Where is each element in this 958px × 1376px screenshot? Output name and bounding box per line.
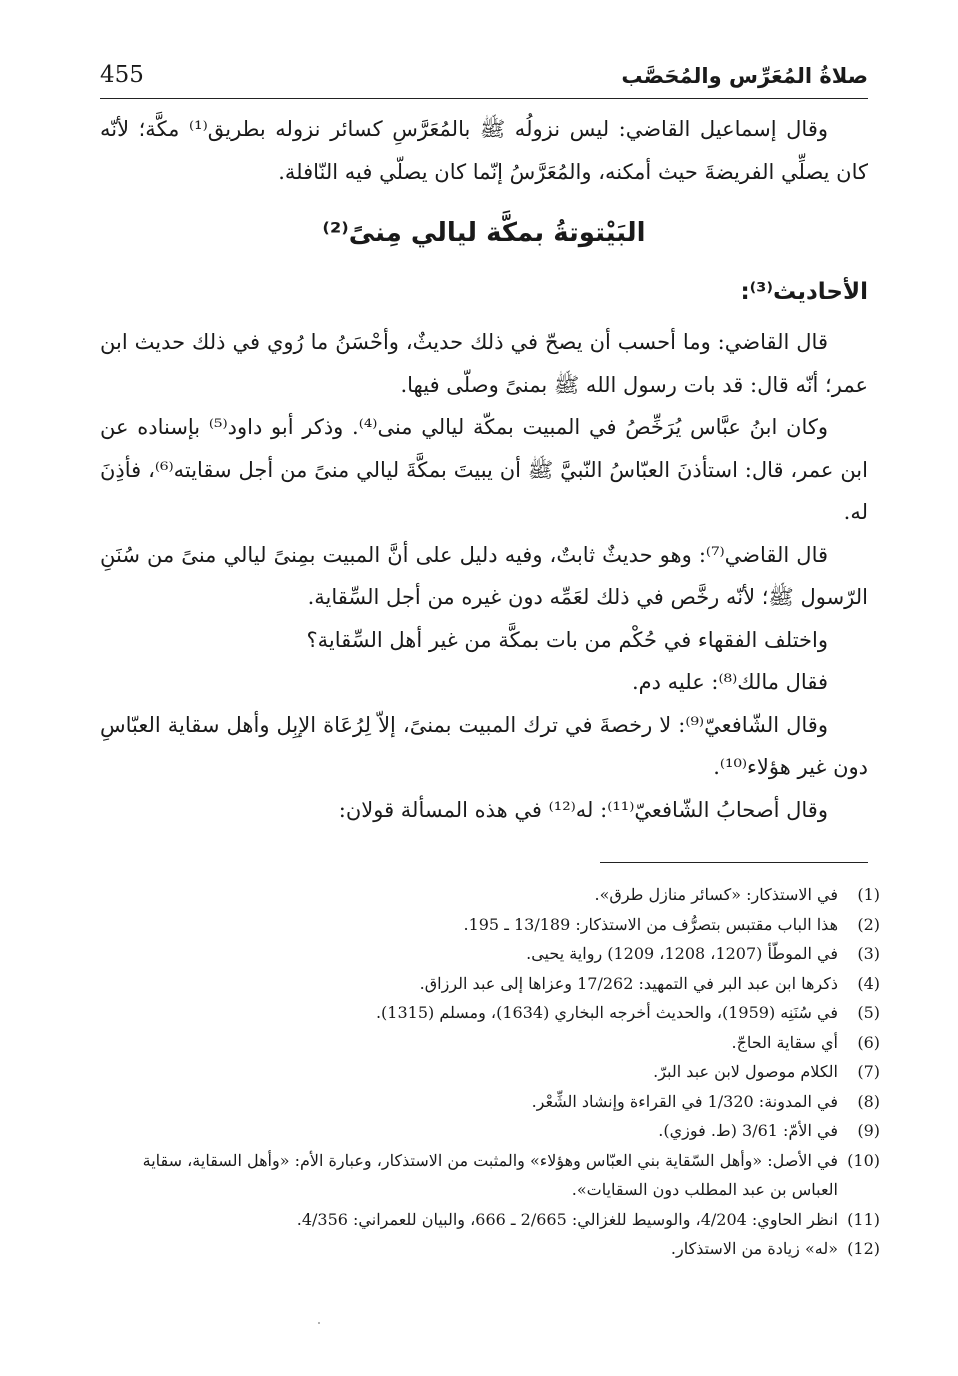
footnote-text: في الاستذكار: «كسائر منازل طرق». [594,885,838,904]
scan-speck [318,1322,320,1324]
footnote-number: (9) [857,1121,880,1140]
footnote-text: في سُنَنِه (1959)، والحديث أخرجه البخاري (1634)، ومسلم (1315). [375,1003,838,1022]
footnote-number: (12) [847,1239,880,1258]
paragraph-fuqaha-disagreement: واختلف الفقهاء في حُكْم من بات بمكَّة من غير أهل السِّقاية؟ [306,627,828,652]
footnote-number: (3) [857,944,880,963]
footnote-item [100,1205,880,1235]
running-title: صلاةُ المُعَرِّس والمُحَصَّب [621,64,868,88]
paragraph-ismail-qadi: وقال إسماعيل القاضي: ليس نزولُه ﷺ بالمُعَرَّسِ كسائر نزوله بطريق⁽¹⁾ مكَّة؛ لأنّه كان يصلِّي الفريضةَ حيث أمكنه، والمُعَرَّسُ إنّما كان يصلّي فيه النّافلة. [100,117,868,184]
paragraph-shafii: وقال الشّافعيّ⁽⁹⁾: لا رخصةَ في ترك المبيت بمنىً، إلاّ لِرُعَاة الإبِل وأهل سقاية العبّاسِ دون غير هؤلاء⁽¹⁰⁾. [100,712,868,779]
paragraph-hadith-thabit: قال القاضي⁽⁷⁾: وهو حديثٌ ثابتٌ، وفيه دليل على أنَّ المبيت بمِنىً ليالي منىً من سُنَنِ الرّسول ﷺ؛ لأنّه رخَّص في ذلك لعَمِّه دون غيره من أجل السِّقاية. [100,542,868,609]
footnote-item [100,1146,880,1205]
footnote-number: (10) [847,1150,880,1170]
paragraph-qadi-opinion: قال القاضي: وما أحسب أن يصحّ في ذلك حديثٌ، وأحْسَنُ ما رُوي في ذلك حديث ابن عمر؛ أنّه قال: قد بات رسول الله ﷺ بمنىً وصلّى فيها. [100,330,868,397]
footnote-item [100,880,880,910]
footnote-item [100,939,880,969]
footnote-item [100,998,880,1028]
footnote-number: (1) [857,885,880,904]
page-number: 455 [100,62,144,88]
footnotes [100,880,880,1264]
footnote-item [100,969,880,999]
footnote-number: (11) [847,1209,880,1229]
paragraph-ibn-abbas: وكان ابنُ عبَّاس يُرَخِّصُ في المبيت بمكّة ليالي منى⁽⁴⁾. وذكر أبو داود⁽⁵⁾ بإسناده عن ابن عمر، قال: استأذنَ العبّاسُ النّبيَّ ﷺ أن يبيتَ بمكَّةَ ليالي منىً من أجل سقايته⁽⁶⁾، فأذِنَ له. [100,415,868,524]
footnote-item [100,1028,880,1058]
footnote-number: (4) [857,973,880,993]
footnote-text: أي سقاية الحاجّ. [731,1032,838,1052]
subheading-hadiths: الأحاديث⁽³⁾: [740,279,868,305]
footnote-text: في الأمّ: 3/61 (ط. فوزي). [658,1121,838,1140]
footnote-number: (6) [857,1032,880,1052]
footnote-text: في الأصل: «وأهل السّقاية بني العبّاس وهؤلاء» والمثبت من الاستذكار، وعبارة الأم: «وأهل السقاية، سقاية العباس بن عبد المطلب دون السقايات». [142,1150,838,1199]
footnote-text: «له» زيادة من الاستذكار. [670,1239,838,1258]
section-title: البَيْتوتةُ بمكَّة ليالي مِنىً⁽²⁾ [322,218,646,248]
footnote-text: في الموطّأ (1207، 1208، 1209) رواية يحيى. [526,944,838,963]
footnote-number: (7) [857,1062,880,1081]
footnote-item [100,1116,880,1146]
paragraph-shafii-companions: وقال أصحابُ الشّافعيّ⁽¹¹⁾: له⁽¹²⁾ في هذه المسألة قولان: [338,797,828,822]
footnote-item [100,1234,880,1264]
page-header [100,58,868,99]
footnote-number: (2) [857,914,880,934]
footnote-text: في المدونة: 1/320 في القراءة وإنشاد الشِّعْر. [531,1091,838,1111]
footnote-divider [600,862,868,863]
footnote-item [100,1087,880,1117]
footnote-text: ذكرها ابن عبد البر في التمهيد: 17/262 وعزاها إلى عبد الرزاق. [419,973,838,993]
footnote-number: (8) [857,1091,880,1111]
paragraph-malik: فقال مالك⁽⁸⁾: عليه دم. [631,670,828,694]
footnote-number: (5) [857,1003,880,1022]
footnote-item [100,1057,880,1087]
footnote-item [100,910,880,940]
footnote-text: هذا الباب مقتبس بتصرُّف من الاستذكار: 13/189 ـ 195. [463,914,838,934]
footnote-text: انظر الحاوي: 4/204، والوسيط للغزالي: 2/665 ـ 666، والبيان للعمراني: 4/356. [296,1209,838,1229]
footnote-text: الكلام موصول لابن عبد البرّ. [653,1062,838,1081]
main-text [100,108,868,831]
